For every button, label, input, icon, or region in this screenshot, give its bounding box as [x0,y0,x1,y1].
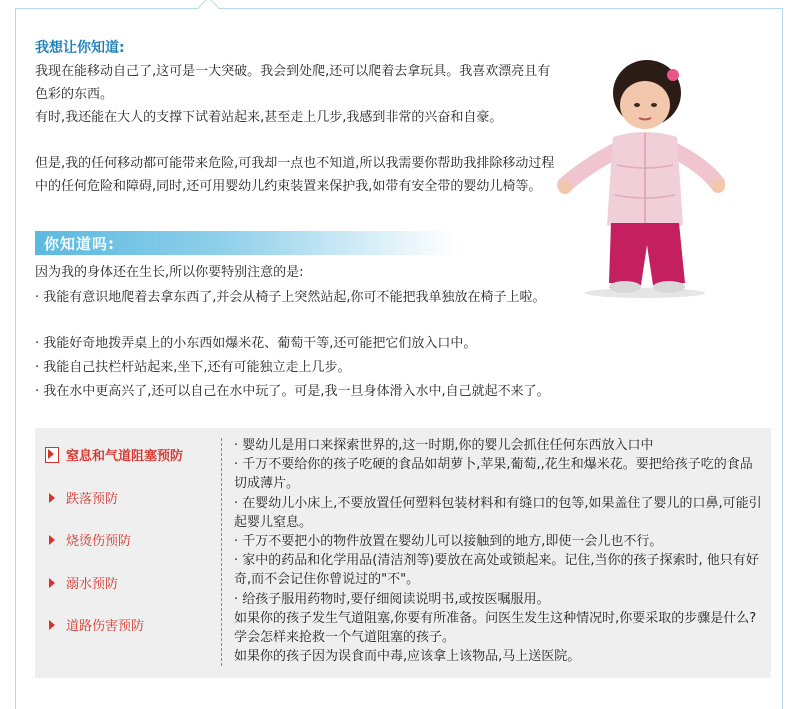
tab-arrow-icon [49,620,55,630]
tab-divider [221,438,222,666]
tab-choking-prevention[interactable] [35,437,221,473]
tab-road-injury-prevention[interactable] [35,607,221,643]
tab-content-line: · 千万不要给你的孩子吃硬的食品如胡萝卜,苹果,葡萄,,花生和爆米花。要把给孩子吃的食品切成薄片。 [234,457,753,492]
tab-label: 溺水预防 [66,577,119,592]
did-you-know-title: 你知道吗: [44,235,115,253]
intro-paragraph-2: 有时,我还能在大人的支撑下试着站起来,甚至走上几步,我感到非常的兴奋和自豪。 [35,110,503,125]
tab-content [234,436,764,666]
tab-content-line: · 给孩子服用药物时,要仔细阅读说明书,或按医嘱服用。 [234,591,550,607]
tab-fall-prevention[interactable] [35,480,221,516]
intro-heading: 我想让你知道: [35,40,125,56]
did-you-know-item-2: · 我能好奇地拨弄桌上的小东西如爆米花、葡萄干等,还可能把它们放入口中。 [35,336,477,351]
tab-content-line: · 家中的药品和化学用品(清洁剂等)要放在高处或锁起来。记住,当你的孩子探索时, 他只有好奇,而不会记住你曾说过的"不"。 [234,553,759,588]
tab-drowning-prevention[interactable] [35,565,221,601]
did-you-know-item-3: · 我能自己扶栏杆站起来,坐下,还有可能独立走上几步。 [35,360,351,375]
tab-label: 窒息和气道阻塞预防 [66,449,184,464]
intro-paragraph-1: 我现在能移动自己了,这可是一大突破。我会到处爬,还可以爬着去拿玩具。我喜欢漂亮且有色彩的东西。 [35,64,551,102]
tab-label: 道路伤害预防 [66,619,145,634]
did-you-know-item-4: · 我在水中更高兴了,还可以自己在水中玩了。可是,我一旦身体滑入水中,自己就起不来了。 [35,384,550,399]
tab-content-line: · 在婴幼儿小床上,不要放置任何塑料包装材料和有缝口的包等,如果盖住了婴儿的口鼻,可能引起婴儿窒息。 [234,495,762,530]
did-you-know-section-header [35,231,455,255]
tab-arrow-icon [49,578,55,588]
tab-arrow-icon [48,449,54,459]
prevention-tab-list [35,428,221,678]
tab-label: 烧烫伤预防 [66,534,132,549]
tab-content-line: · 婴幼儿是用口来探索世界的,这一时期,你的婴儿会抓住任何东西放入口中 [234,438,654,453]
tab-label: 跌落预防 [66,492,119,507]
tab-arrow-icon [49,493,55,503]
baby-photo-illustration [555,55,730,300]
did-you-know-item-1: · 我能有意识地爬着去拿东西了,并会从椅子上突然站起,你可不能把我单独放在椅子上啦。 [35,290,546,305]
tab-arrow-icon [49,535,55,545]
did-you-know-lead: 因为我的身体还在生长,所以你要特别注意的是: [35,265,304,280]
tab-content-line: · 千万不要把小的物件放置在婴幼儿可以接触到的地方,即使一会儿也不行。 [234,534,663,550]
prevention-tab-panel [35,428,771,678]
intro-paragraph-3: 但是,我的任何移动都可能带来危险,可我却一点也不知道,所以我需要你帮助我排除移动过程中的任何危险和障碍,同时,还可用婴幼儿约束装置来保护我,如带有安全带的婴幼儿椅等。 [35,156,555,194]
tab-content-line: 如果你的孩子因为误食而中毒,应该拿上该物品,马上送医院。 [234,649,581,665]
tab-burn-prevention[interactable] [35,522,221,558]
tab-content-line: 如果你的孩子发生气道阻塞,你要有所准备。问医生发生这种情况时,你要采取的步骤是什么?学会怎样来抢救一个气道阻塞的孩子。 [234,610,757,646]
